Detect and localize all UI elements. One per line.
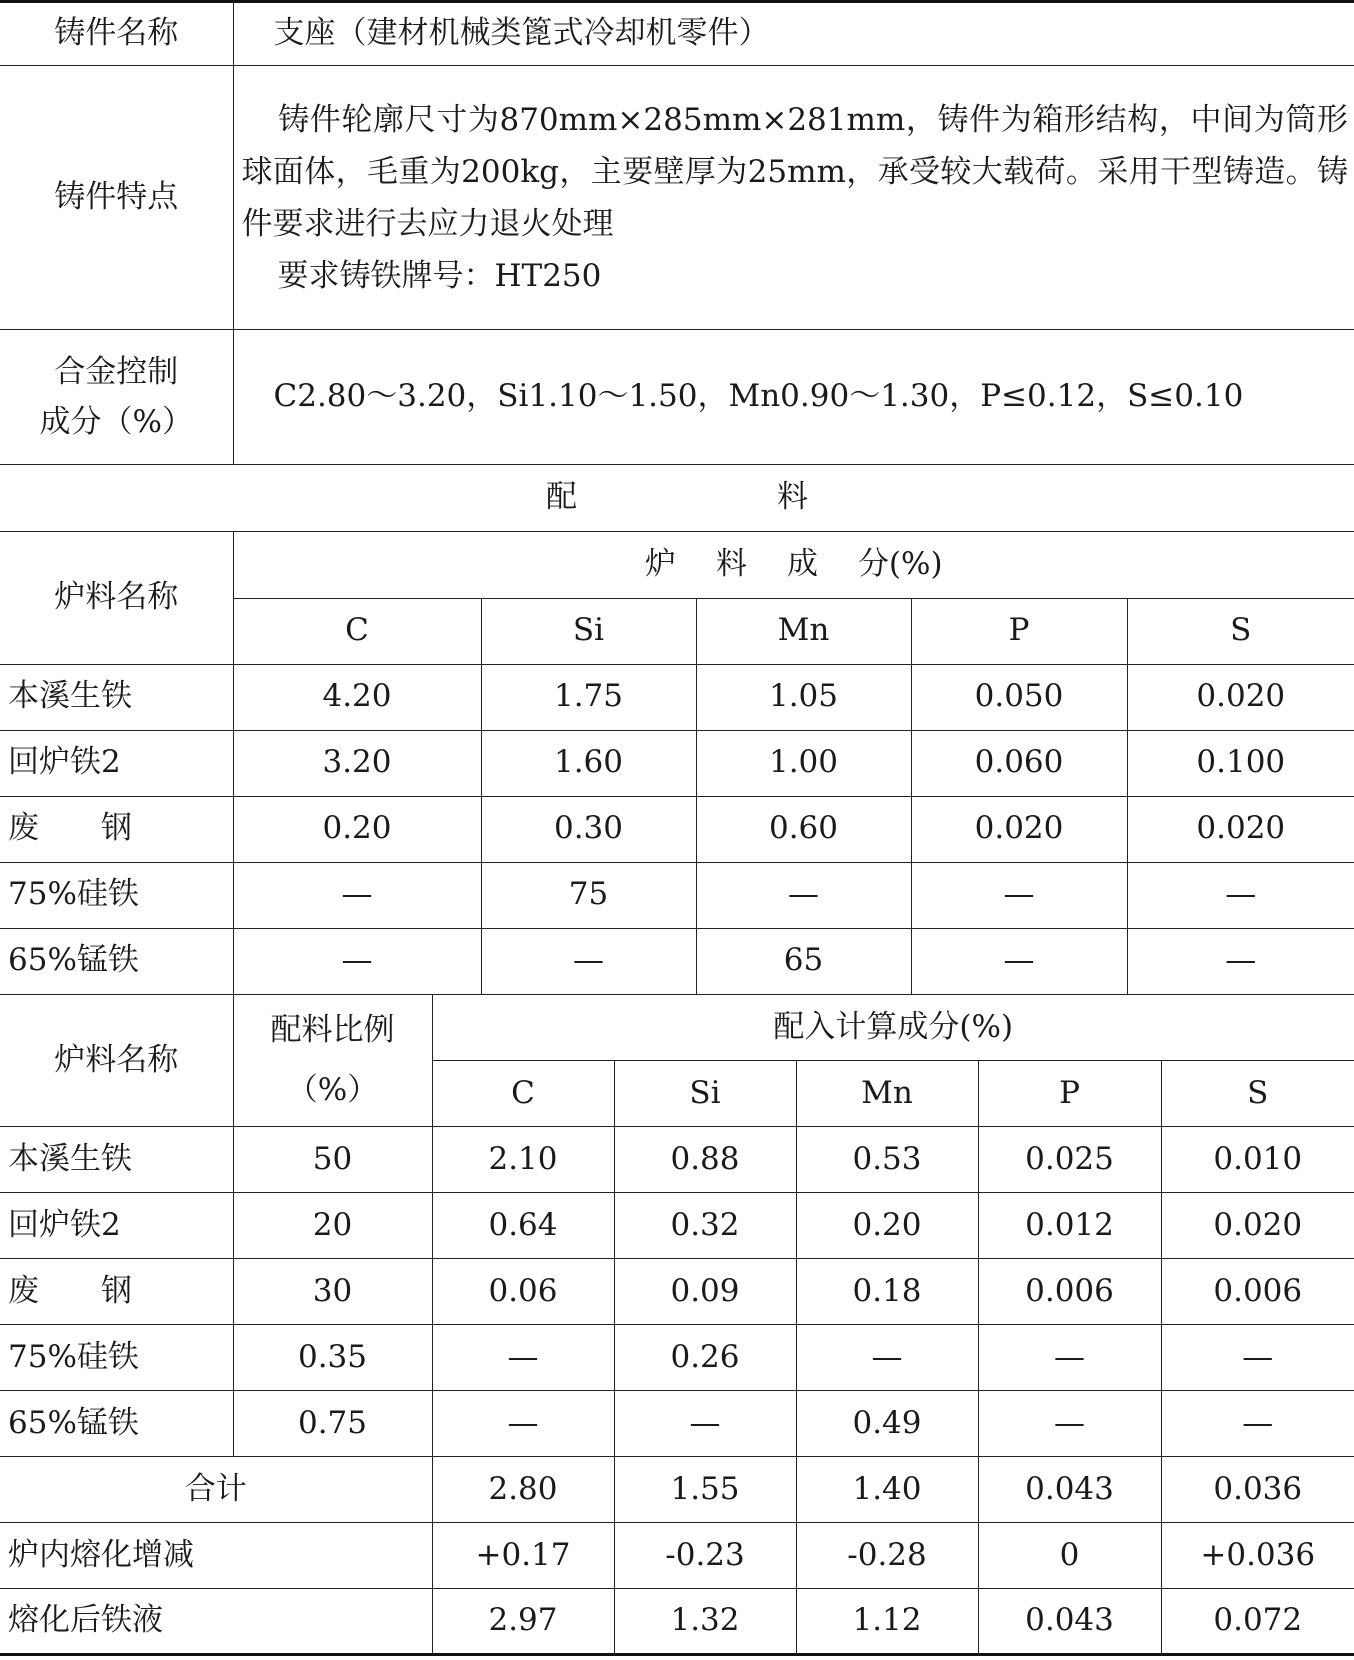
casting-name-label: 铸件名称 [0,2,233,66]
total-cell: 0.043 [978,1457,1161,1523]
charge-header-row [0,532,1354,598]
charge-cell: — [233,862,481,928]
batch-cell: 0.010 [1161,1127,1354,1193]
batch-cell: 0.09 [614,1259,796,1325]
alloy-label: 合金控制 成分（%） [0,330,233,465]
batch-cell: 0.006 [978,1259,1161,1325]
charge-row [0,664,1354,730]
batch-cell: 0.025 [978,1127,1161,1193]
charge-cell: 0.020 [911,796,1127,862]
batch-header-row [0,995,1354,1061]
charge-col-p: P [911,598,1127,664]
casting-features-cell [233,66,1354,330]
batch-cell: 2.10 [432,1127,614,1193]
charge-row-name: 回炉铁2 [0,730,233,796]
charge-row [0,928,1354,994]
after-melt-label: 熔化后铁液 [0,1589,432,1655]
after-melt-cell: 2.97 [432,1589,614,1655]
casting-name-value: 支座（建材机械类篦式冷却机零件） [233,2,1354,66]
batch-cell: — [978,1391,1161,1457]
section-title: 配 料 [0,465,1354,532]
charge-row-name: 65%锰铁 [0,928,233,994]
charge-col-si: Si [481,598,696,664]
batch-cell: 0.88 [614,1127,796,1193]
alloy-row [0,330,1354,465]
charge-row-name: 75%硅铁 [0,862,233,928]
charge-cell: — [911,862,1127,928]
batch-ratio-header: 配料比例 （%） [233,995,432,1127]
batch-cell: — [1161,1391,1354,1457]
charge-cell: — [481,928,696,994]
charge-cell: 1.60 [481,730,696,796]
charge-cell: 1.00 [696,730,911,796]
batch-cell: 0.49 [796,1391,978,1457]
after-melt-cell: 1.12 [796,1589,978,1655]
batch-cell: 0.26 [614,1325,796,1391]
batch-col-c: C [432,1061,614,1127]
charge-composition-table [0,532,1354,995]
batch-cell: 0.006 [1161,1259,1354,1325]
batch-name-header: 炉料名称 [0,995,233,1127]
batch-group-header: 配入计算成分(%) [432,995,1354,1061]
charge-cell: 0.050 [911,664,1127,730]
batch-cell: 0.64 [432,1193,614,1259]
charge-cell: 0.020 [1127,664,1354,730]
casting-info-table [0,0,1354,532]
alloy-value: C2.80～3.20，Si1.10～1.50，Mn0.90～1.30，P≤0.12，S≤0.10 [233,330,1354,465]
total-cell: 1.40 [796,1457,978,1523]
charge-cell: 1.75 [481,664,696,730]
charge-name-header: 炉料名称 [0,532,233,664]
batch-row [0,1259,1354,1325]
melt-change-cell: 0 [978,1523,1161,1589]
total-label: 合计 [0,1457,432,1523]
batch-ratio: 20 [233,1193,432,1259]
charge-col-c: C [233,598,481,664]
batch-cell: — [1161,1325,1354,1391]
melt-change-cell: -0.28 [796,1523,978,1589]
total-cell: 2.80 [432,1457,614,1523]
charge-cell: — [1127,862,1354,928]
charge-cell: 0.20 [233,796,481,862]
batch-row-name: 本溪生铁 [0,1127,233,1193]
charge-cell: 1.05 [696,664,911,730]
batch-cell: 0.18 [796,1259,978,1325]
charge-row-name: 本溪生铁 [0,664,233,730]
batch-col-mn: Mn [796,1061,978,1127]
charge-row [0,862,1354,928]
batch-col-s: S [1161,1061,1354,1127]
charge-col-s: S [1127,598,1354,664]
charge-row [0,796,1354,862]
charge-cell: — [1127,928,1354,994]
batch-cell: 0.06 [432,1259,614,1325]
batch-row [0,1325,1354,1391]
batch-row-name: 75%硅铁 [0,1325,233,1391]
batch-row-name: 废 钢 [0,1259,233,1325]
batch-row [0,1391,1354,1457]
total-row [0,1457,1354,1523]
casting-features-row [0,66,1354,330]
batch-ratio: 50 [233,1127,432,1193]
charge-cell: 0.100 [1127,730,1354,796]
batch-cell: — [978,1325,1161,1391]
charge-cell: 4.20 [233,664,481,730]
after-melt-cell: 0.072 [1161,1589,1354,1655]
batch-ratio: 0.35 [233,1325,432,1391]
charge-cell: 3.20 [233,730,481,796]
casting-features-label: 铸件特点 [0,66,233,330]
batch-row [0,1193,1354,1259]
charge-col-mn: Mn [696,598,911,664]
charge-group-header: 炉 料 成 分(%) [233,532,1354,598]
charge-row-name: 废 钢 [0,796,233,862]
batch-cell: — [432,1325,614,1391]
after-melt-cell: 0.043 [978,1589,1161,1655]
after-melt-row [0,1589,1354,1655]
batch-cell: 0.32 [614,1193,796,1259]
casting-features-text: 铸件轮廓尺寸为870mm×285mm×281mm，铸件为箱形结构，中间为筒形球面体，毛重为200kg，主要壁厚为25mm，承受较大载荷。采用干型铸造。铸件要求进行去应力退火处理 [241,101,1348,242]
charge-cell: — [911,928,1127,994]
charge-cell: — [696,862,911,928]
batch-cell: — [796,1325,978,1391]
charge-cell: 75 [481,862,696,928]
casting-name-row [0,2,1354,66]
batch-col-p: P [978,1061,1161,1127]
melt-change-cell: +0.036 [1161,1523,1354,1589]
charge-cell: 0.30 [481,796,696,862]
charge-cell: 65 [696,928,911,994]
batch-ratio: 0.75 [233,1391,432,1457]
charge-cell: 0.60 [696,796,911,862]
batch-cell: 0.20 [796,1193,978,1259]
batch-row [0,1127,1354,1193]
casting-grade-text: 要求铸铁牌号：HT250 [277,257,602,294]
batch-ratio: 30 [233,1259,432,1325]
melt-change-cell: -0.23 [614,1523,796,1589]
charge-cell: — [233,928,481,994]
batch-cell: 0.012 [978,1193,1161,1259]
melt-change-row [0,1523,1354,1589]
batch-cell: 0.53 [796,1127,978,1193]
batch-row-name: 回炉铁2 [0,1193,233,1259]
charge-row [0,730,1354,796]
section-title-row [0,465,1354,532]
after-melt-cell: 1.32 [614,1589,796,1655]
total-cell: 1.55 [614,1457,796,1523]
melt-change-cell: +0.17 [432,1523,614,1589]
total-cell: 0.036 [1161,1457,1354,1523]
batch-calculation-table [0,995,1354,1657]
batch-row-name: 65%锰铁 [0,1391,233,1457]
charge-cell: 0.020 [1127,796,1354,862]
charge-cell: 0.060 [911,730,1127,796]
batch-cell: — [614,1391,796,1457]
batch-cell: — [432,1391,614,1457]
batch-col-si: Si [614,1061,796,1127]
melt-change-label: 炉内熔化增减 [0,1523,432,1589]
batch-cell: 0.020 [1161,1193,1354,1259]
